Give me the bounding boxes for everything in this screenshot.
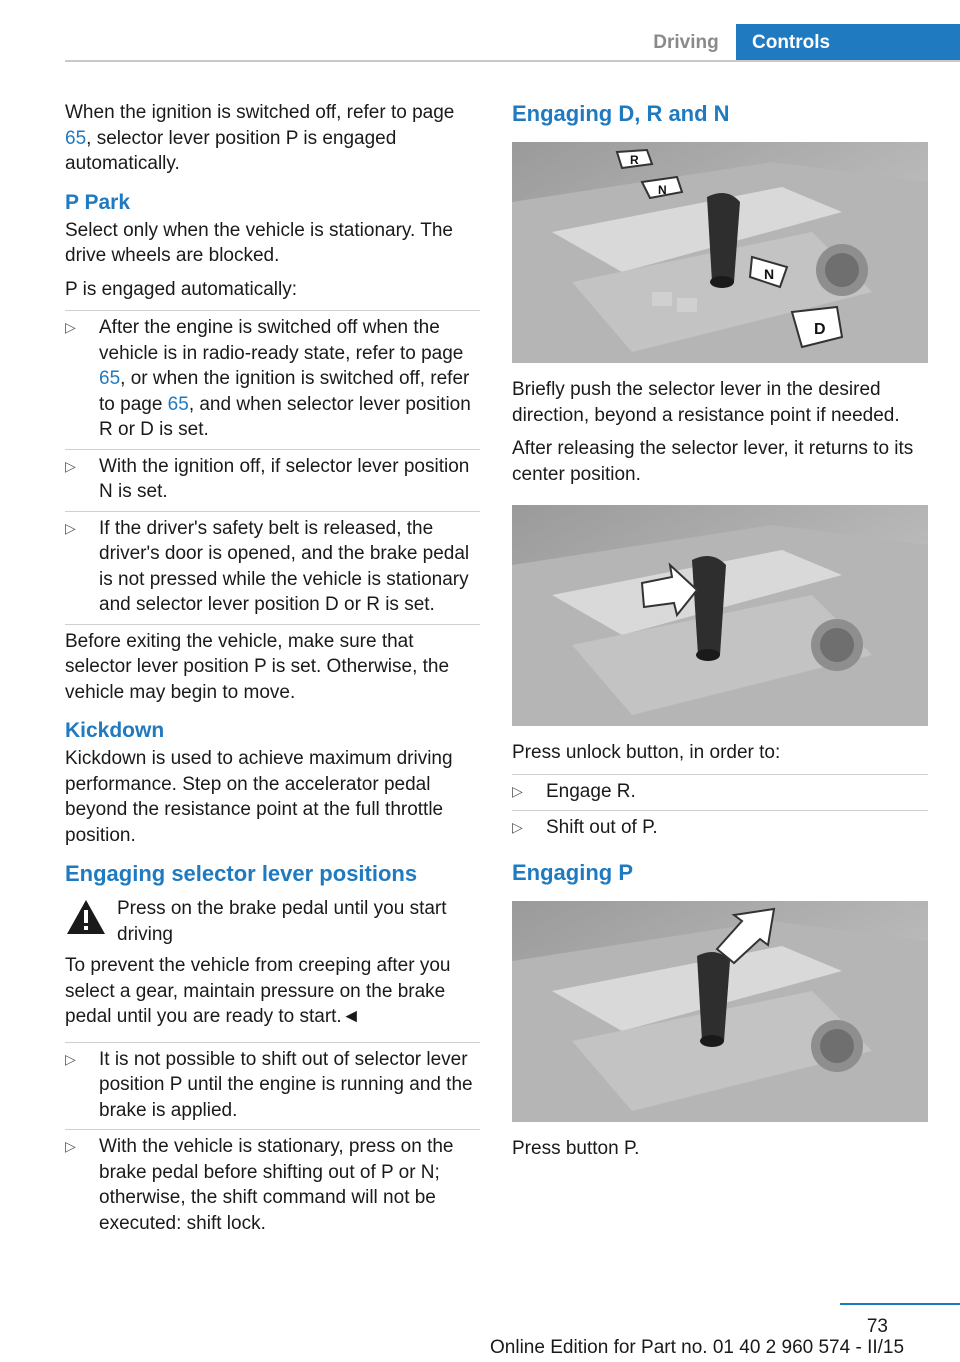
header-divider (65, 60, 960, 62)
header-chapter: Controls (736, 24, 960, 62)
triangle-bullet-icon: ▷ (65, 319, 76, 335)
list-item: ▷ With the vehicle is stationary, press on the brake pedal before shifting out of P or N; otherwise, the shift command will not be executed: shift lock. (65, 1136, 454, 1234)
arrow-label-n: N (764, 266, 775, 282)
triangle-bullet-icon: ▷ (65, 1050, 76, 1067)
unlock-list (512, 774, 928, 847)
list-item: ▷ If the driver's safety belt is released, the driver's door is opened, and the brake pedal is not pressed while the vehicle is stationary and selector lever position D or R is set. (65, 512, 480, 625)
page-link[interactable]: 65 (65, 127, 87, 149)
drn-release-text: After releasing the selector lever, it returns to its center position. (512, 438, 914, 485)
gear-lever-directions-image (512, 142, 928, 363)
page-number: 73 (866, 1316, 888, 1337)
arrow-label-d: D (814, 321, 826, 338)
list-item: ▷ Shift out of P. (512, 811, 928, 847)
exit-text: Before exiting the vehicle, make sure that selector lever position P is set. Otherwise, the vehicle may begin to move. (65, 630, 450, 703)
list-item: ▷ With the ignition off, if selector lever position N is set. (65, 450, 480, 512)
arrow-label-r: R (630, 153, 639, 167)
kickdown-heading: Kickdown (65, 719, 165, 742)
right-column (512, 100, 928, 1169)
page-link[interactable]: 65 (167, 393, 189, 415)
intro-paragraph: When the ignition is switched off, refer to page 65, selector lever position P is engaged automatically. (65, 102, 455, 174)
warning-block (65, 896, 480, 947)
park-heading: P Park (65, 190, 130, 214)
warning-triangle-icon (65, 898, 107, 936)
p-text: Press button P. (512, 1137, 640, 1159)
unlock-text: Press unlock button, in order to: (512, 742, 781, 763)
triangle-bullet-icon: ▷ (65, 457, 76, 474)
list-item: ▷ After the engine is switched off when the vehicle is in radio-ready state, refer to page 65, or when the ignition is switched off, refer to page 65, and when selector lever position R or D is set. (65, 310, 480, 450)
triangle-bullet-icon: ▷ (65, 1138, 76, 1154)
header-section: Driving (653, 32, 719, 53)
engaging-heading: Engaging selector lever positions (65, 861, 418, 886)
engaging-p-heading: Engaging P (512, 859, 633, 885)
p-button-image (512, 901, 928, 1122)
triangle-bullet-icon: ▷ (65, 519, 76, 536)
list-item: ▷ It is not possible to shift out of selector lever position P until the engine is running and the brake is applied. (65, 1042, 480, 1131)
drn-text: Briefly push the selector lever in the desired direction, beyond a resistance point if needed. (512, 379, 900, 426)
park-auto-text: P is engaged automatically: (65, 278, 298, 300)
triangle-bullet-icon: ▷ (512, 782, 523, 799)
unlock-button-image (512, 505, 928, 726)
triangle-bullet-icon: ▷ (512, 819, 523, 835)
arrow-label-n: N (658, 183, 667, 197)
footer-edition: Online Edition for Part no. 01 40 2 960 574 - II/15 (490, 1337, 905, 1358)
page-link[interactable]: 65 (99, 368, 121, 389)
park-list (65, 310, 480, 625)
left-column (65, 100, 480, 1242)
list-item: ▷ Engage R. (512, 774, 928, 812)
engaging-list (65, 1042, 480, 1243)
warning-title: Press on the brake pedal until you start driving (117, 898, 447, 945)
park-text: Select only when the vehicle is stationary. The drive wheels are blocked. (65, 219, 453, 266)
kickdown-text: Kickdown is used to achieve maximum driving performance. Step on the accelerator pedal beyond the resistance point at the full throttle position. (65, 748, 453, 846)
footer-divider (840, 1303, 960, 1305)
warning-text: To prevent the vehicle from creeping after you select a gear, maintain pressure on the brake pedal until you are ready to start.◄ (65, 955, 451, 1027)
drn-heading: Engaging D, R and N (512, 101, 730, 126)
